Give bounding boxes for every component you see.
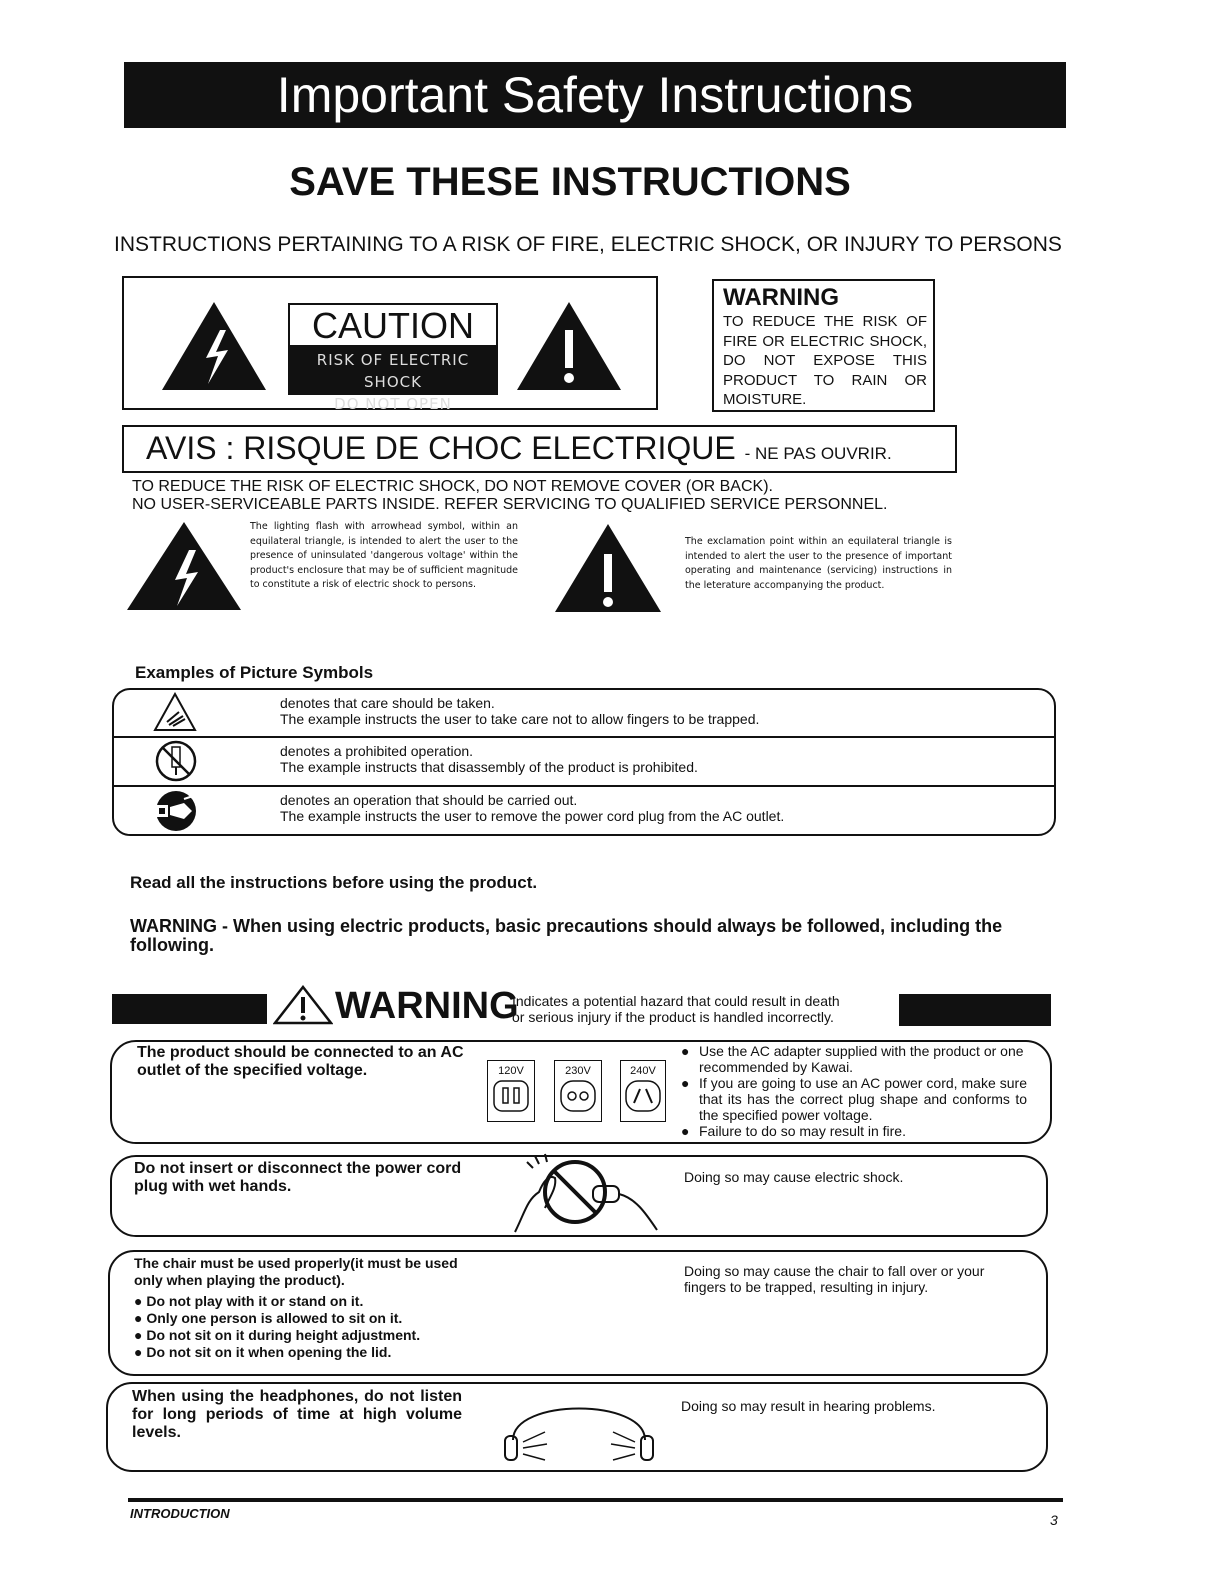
voltage-bullets <box>681 1043 1027 1139</box>
voltage-heading: The product should be connected to an AC outlet of the specified voltage. <box>137 1044 464 1079</box>
bullet-item: ● Failure to do so may result in fire. <box>681 1123 906 1139</box>
banner-bar-right <box>899 994 1051 1026</box>
caution-line-2: DO NOT OPEN <box>334 395 452 413</box>
wet-hands-heading: Do not insert or disconnect the power cord plug with wet hands. <box>134 1160 462 1195</box>
exclamation-symbol-icon <box>553 522 663 614</box>
wet-hands-prohibited-icon <box>505 1152 665 1236</box>
example-item <box>280 792 784 824</box>
examples-divider <box>112 785 1056 787</box>
example-line: denotes an operation that should be carried out. <box>280 792 578 808</box>
save-instructions-heading: SAVE THESE INSTRUCTIONS <box>289 160 851 204</box>
lightning-symbol-text: The lighting flash with arrowhead symbol, within an equilateral triangle, is intended to alert the user to the presence of uninsulated 'dangerous voltage' within the product's enclosure that may be of sufficient magnitude to constitute a risk of electric shock to persons. <box>250 521 518 590</box>
bullet-text: Only one person is allowed to sit on it. <box>146 1310 403 1326</box>
page-title: Important Safety Instructions <box>276 67 914 123</box>
bullet-text: If you are going to use an AC power cord, make sure that its has the correct plug shape and conforms to the specified power voltage. <box>699 1075 1027 1123</box>
example-line: denotes a prohibited operation. <box>280 743 474 759</box>
outlet-120v-icon <box>488 1077 534 1117</box>
headphones-icon <box>495 1388 663 1464</box>
example-item <box>280 743 698 775</box>
outlet-240v-icon <box>621 1077 665 1117</box>
headphones-consequence: Doing so may result in hearing problems. <box>681 1398 936 1414</box>
examples-divider <box>112 736 1056 738</box>
prohibited-disassembly-icon <box>154 739 198 783</box>
exclamation-symbol-text: The exclamation point within an equilateral triangle is intended to alert the user to the presence of important operating and maintenance (servicing) instructions in the leterature accompanying the product. <box>685 536 952 591</box>
outlet-120v <box>487 1060 535 1122</box>
bullet-item: ● Do not sit on it when opening the lid. <box>134 1344 392 1360</box>
lightning-warning-icon <box>160 300 268 392</box>
bullet-text: Failure to do so may result in fire. <box>699 1123 906 1139</box>
read-instructions: Read all the instructions before using the product. <box>130 873 538 892</box>
voltage-label: 120V <box>498 1065 524 1077</box>
bullet-item: ● If you are going to use an AC power cord, make sure that its has the correct plug shape and conforms to the specified power voltage. <box>681 1075 1027 1123</box>
warning-panel-title: WARNING <box>723 284 839 311</box>
avis-suffix: - NE PAS OUVRIR. <box>744 444 892 463</box>
servicing-notice <box>132 478 887 514</box>
banner-desc-line-1: Indicates a potential hazard that could result in death <box>512 993 840 1009</box>
example-line: The example instructs the user to remove the power cord plug from the AC outlet. <box>280 808 785 824</box>
page-number: 3 <box>1050 1512 1058 1528</box>
servicing-line-2: NO USER-SERVICEABLE PARTS INSIDE. REFER SERVICING TO QUALIFIED SERVICE PERSONNEL. <box>132 496 888 513</box>
outlet-230v-icon <box>555 1077 601 1117</box>
bullet-text: Do not sit on it when opening the lid. <box>146 1344 392 1360</box>
warning-precautions: WARNING - When using electric products, basic precautions should always be followed, including the following. <box>130 916 1003 955</box>
bullet-text: Do not play with it or stand on it. <box>146 1293 364 1309</box>
servicing-line-1: TO REDUCE THE RISK OF ELECTRIC SHOCK, DO NOT REMOVE COVER (OR BACK). <box>132 478 773 495</box>
bullet-text: Use the AC adapter supplied with the product or one recommended by Kawai. <box>699 1043 1024 1075</box>
caution-line-1: RISK OF ELECTRIC SHOCK <box>316 351 470 391</box>
exclamation-warning-icon <box>515 300 623 392</box>
footer-rule <box>128 1498 1063 1502</box>
bullet-item: ● Use the AC adapter supplied with the product or one recommended by Kawai. <box>681 1043 1027 1075</box>
bullet-text: Do not sit on it during height adjustment. <box>146 1327 421 1343</box>
wet-hands-consequence: Doing so may cause electric shock. <box>684 1169 904 1185</box>
outlet-240v <box>620 1060 666 1122</box>
warning-panel-body: TO REDUCE THE RISK OF FIRE OR ELECTRIC SHOCK, DO NOT EXPOSE THIS PRODUCT TO RAIN OR MOISTURE. <box>723 313 927 408</box>
voltage-label: 240V <box>630 1065 656 1077</box>
banner-desc-line-2: or serious injury if the product is handled incorrectly. <box>512 1009 834 1025</box>
example-line: The example instructs the user to take care not to allow fingers to be trapped. <box>280 711 760 727</box>
avis-text <box>146 426 892 476</box>
lightning-symbol-icon <box>125 520 243 612</box>
examples-title: Examples of Picture Symbols <box>135 663 374 682</box>
chair-consequence: Doing so may cause the chair to fall over or your fingers to be trapped, resulting in injury. <box>684 1263 985 1295</box>
footer-section: INTRODUCTION <box>130 1506 230 1521</box>
caution-label: CAUTION <box>288 303 498 347</box>
chair-instructions <box>134 1255 474 1361</box>
voltage-label: 230V <box>565 1065 591 1077</box>
warning-triangle-icon <box>273 985 333 1025</box>
headphones-heading: When using the headphones, do not listen for long periods of time at high volume levels. <box>132 1388 462 1441</box>
example-line: denotes that care should be taken. <box>280 695 495 711</box>
caution-fingers-icon <box>153 692 197 732</box>
avis-main: AVIS : RISQUE DE CHOC ELECTRIQUE <box>146 430 736 466</box>
banner-bar-left <box>112 994 267 1024</box>
banner-description <box>512 993 840 1025</box>
unplug-icon <box>152 789 200 833</box>
bullet-item: ● Do not play with it or stand on it. <box>134 1293 364 1309</box>
pertaining-subheading: INSTRUCTIONS PERTAINING TO A RISK OF FIRE, ELECTRIC SHOCK, OR INJURY TO PERSONS <box>114 233 1062 256</box>
caution-sublabel <box>288 347 498 413</box>
banner-warning-word: WARNING <box>335 985 519 1027</box>
bullet-item: ● Only one person is allowed to sit on it. <box>134 1310 403 1326</box>
example-item <box>280 695 759 727</box>
bullet-item: ● Do not sit on it during height adjustment. <box>134 1327 421 1343</box>
example-line: The example instructs that disassembly of the product is prohibited. <box>280 759 698 775</box>
chair-heading: The chair must be used properly(it must be used only when playing the product). <box>134 1255 458 1288</box>
outlet-230v <box>554 1060 602 1122</box>
